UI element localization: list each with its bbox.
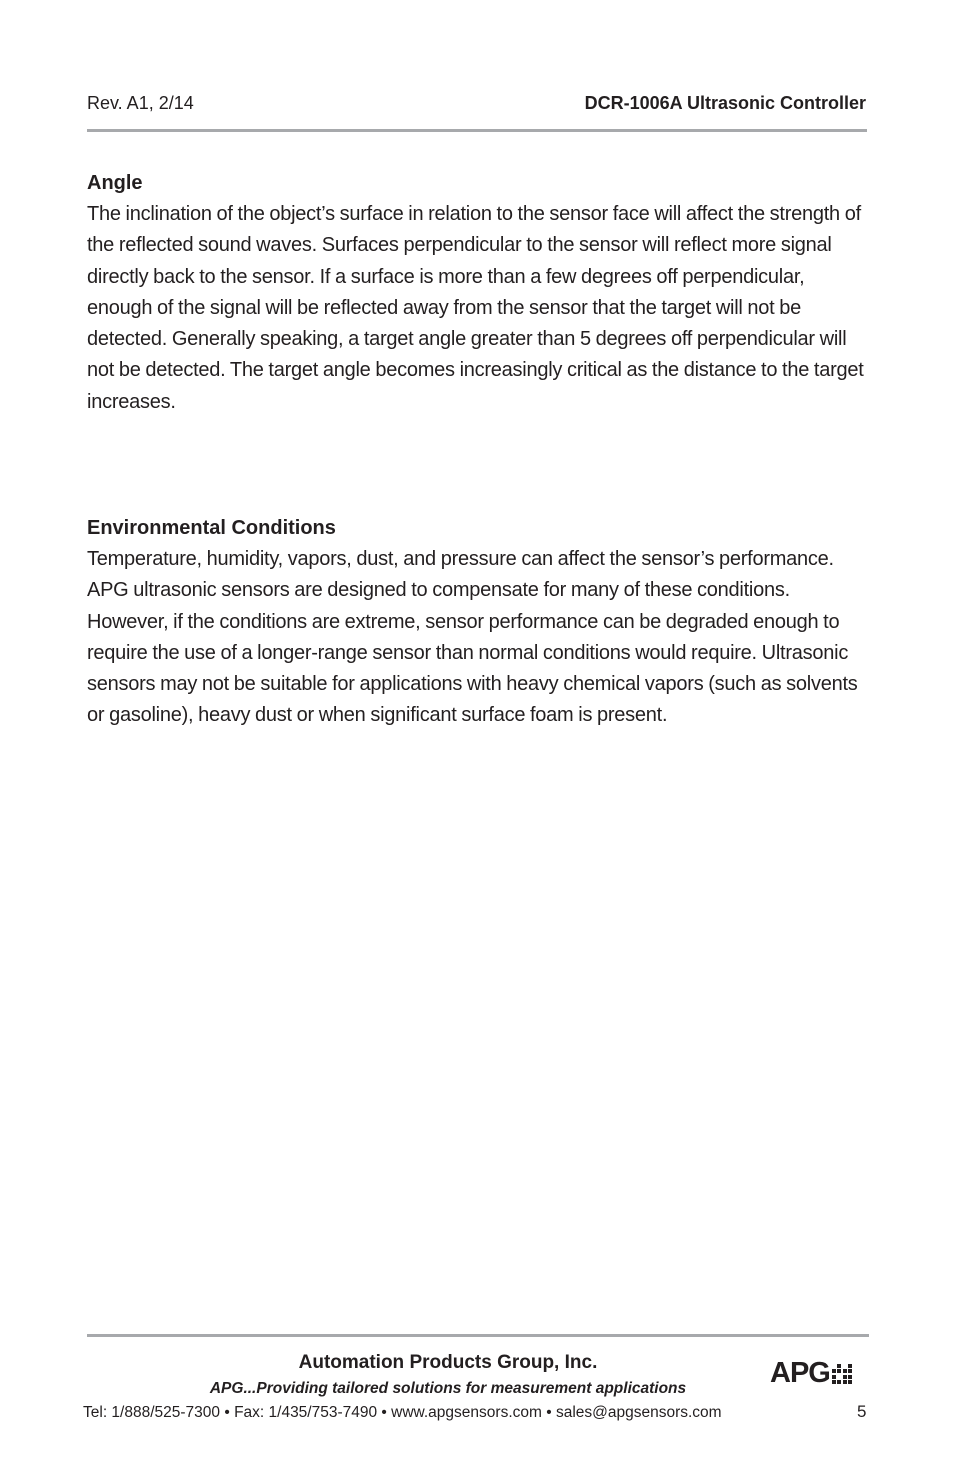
- contact-info: Tel: 1/888/525-7300 • Fax: 1/435/753-7490 • www.apgsensors.com • sales@apgsensors.com: [83, 1404, 722, 1421]
- document-title: DCR-1006A Ultrasonic Controller: [584, 93, 866, 113]
- header-divider: [87, 129, 867, 132]
- section-body: Temperature, humidity, vapors, dust, and pressure can affect the sensor’s performance. APG ultrasonic sensors are designed to compensate for many of these conditions. However, if the conditions are extreme, sensor performance can be degraded enough to require the use of a longer-range sensor than normal conditions would require. Ultrasonic sensors may not be suitable for applications with heavy chemical vapors (such as solvents or gasoline), heavy dust or when significant surface foam is present.: [87, 548, 858, 727]
- apg-grid-logo-icon: [832, 1364, 853, 1385]
- section-heading: Environmental Conditions: [87, 517, 336, 539]
- revision-label: Rev. A1, 2/14: [87, 93, 194, 113]
- section-heading: Angle: [87, 172, 143, 194]
- footer-divider: [87, 1334, 869, 1337]
- section-environmental-conditions: [87, 513, 867, 732]
- section-angle: [87, 168, 867, 418]
- logo-text: APG: [770, 1356, 830, 1389]
- company-tagline: APG...Providing tailored solutions for measurement applications: [209, 1380, 687, 1397]
- section-body: The inclination of the object’s surface in relation to the sensor face will affect the strength of the reflected sound waves. Surfaces perpendicular to the sensor will reflect more signal directly back to the sensor. If a surface is more than a few degrees off perpendicular, enough of the signal will be reflected away from the sensor that the target will not be detected. Generally speaking, a target angle greater than 5 degrees off perpendicular will not be detected. The target angle becomes increasingly critical as the distance to the target increases.: [87, 203, 864, 413]
- company-name: Automation Products Group, Inc.: [298, 1352, 598, 1373]
- apg-logo: [770, 1356, 852, 1390]
- page-number: 5: [857, 1402, 867, 1421]
